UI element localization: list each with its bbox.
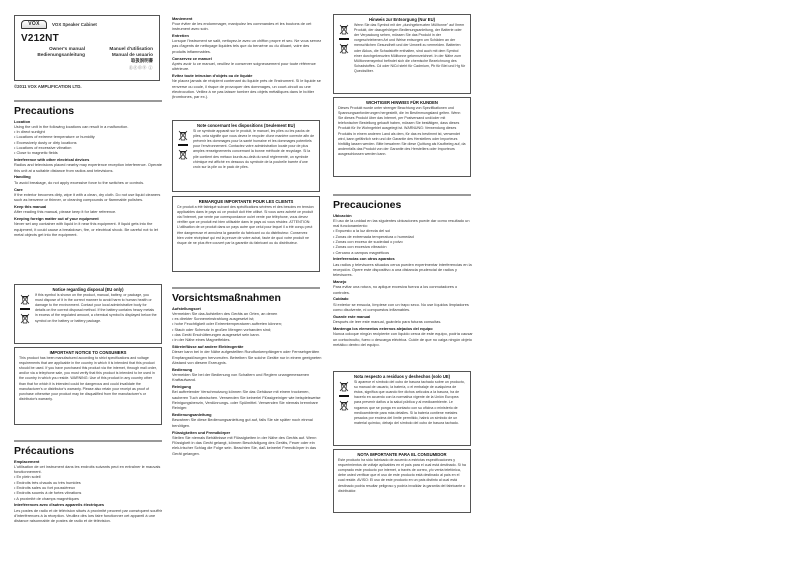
disposal-notice-fr [172,120,320,192]
notice-title: Note concernant les dispositions (Seulement EU) [197,123,295,128]
notice-title: NOTA IMPORTANTE PARA EL CONSUMIDOR [357,452,447,457]
section-title-en: Precautions [14,100,162,117]
notice-text: This product has been manufactured according to strict specifications and voltage requirements that are applicable in the country in which it is intended that this product should be used. If you have purchased this product via the internet, through mail order, and/or via a telephone sale, you must verify that this product is intended to be used in the country in which you reside. WARNING: Use of this product in any country other than that for which it is intended could be dangerous and could invalidate the manufacturer's or distributor's warranty. Please also retain your receipt as proof of purchase otherwise your product may be disqualified from the manufacturer's or distributor's warranty. [19,356,157,401]
crossed-bin-icon [20,313,30,324]
manual-title-es: Manual de usuario [111,52,153,57]
list-item: • Excessively dusty or dirty locations [14,140,164,145]
list-item: • das Gerät Erschütterungen ausgesetzt sein kann. [172,332,322,337]
aufstellungsort-list [172,316,322,342]
notice-title: Hinweis zur Entsorgung (Nur EU) [368,17,436,22]
heading: Entretien [172,32,189,38]
list-item: • Locations of extreme temperature or humidity [14,134,164,139]
disposal-notice-es [333,371,471,446]
list-item: • hohe Feuchtigkeit oder Extremtemperaturen auftreten können; [172,321,322,326]
list-item: • Staub oder Schmutz in großen Mengen vorhanden sind; [172,327,322,332]
paragraph: Bei auftretender Verschmutzung können Sie das Gehäuse mit einem trockenen, sauberen Tuch abwischen. Verwenden Sie keinerlei Flüssigreiniger wie beispielsweise Reinigungsbenzin, Verdünnungs- oder Spülmittel. Verwenden Sie niemals brennbare Reiniger. [172,389,321,411]
paragraph: Para evitar una rotura, no aplique excesiva fuerza a los conmutadores o controles. [333,284,458,295]
english-precautions [14,117,164,237]
notice-title: Notice regarding disposal (EU only) [52,287,124,292]
list-item: • Close to magnetic fields [14,150,164,155]
paragraph: El uso de la unidad en las siguientes ubicaciones puede dar como resultado un mal funcionamiento: [333,217,470,229]
notice-title: REMARQUE IMPORTANTE POUR LES CLIENTS [198,199,294,204]
paragraph: Using the unit in the following locations can result in a malfunction. [14,123,129,129]
bar-icon [20,308,30,310]
german-precautions [172,304,322,456]
heading: Keep this manual [14,203,47,209]
model-name: V212NT [21,33,59,44]
section-title-es: Precauciones [333,194,471,211]
bar-icon [339,395,349,397]
notice-title: WICHTIGER HINWEIS FÜR KUNDEN [366,100,438,105]
heading: Care [14,186,23,192]
paragraph: Radios and televisions placed nearby may experience reception interference. Operate this unit at a suitable distance from radios and televisions. [14,162,162,173]
french-precautions [14,457,164,524]
paragraph: Never set any container with liquid in it near this equipment. If liquid gets into the equipment, it could cause a breakdown, fire, or electrical shock. Be careful not to let metal objects get into the equipment. [14,221,159,237]
heading: Emplacement [14,458,40,464]
disposal-notice-en [14,284,162,344]
ubicacion-list [333,228,473,254]
crossed-bin-icon [339,381,349,392]
heading: Evitez toute intrusion d'objets ou de liquide [172,72,253,78]
heading: Conservez ce manuel [172,55,212,61]
manual-titles [21,46,153,57]
heading: Mantenga los elementos externos alejados del equipo [333,325,433,331]
vox-logo: VOX [21,20,47,29]
notice-text: Ce produit a été fabriqué suivant des spécifications sévères et des besoins en tension applicables dans le pays où ce produit doit être utilisé. Si vous avez acheté ce produit via l'internet, par vente par correspondance ou/et vente par téléphone, vous devez vérifier que ce produit est bien utilisable dans le pays où vous résidez. ATTENTION: L'utilisation de ce produit dans un pays autre que celui pour lequel il a été conçu peut être dangereuse et annulera la garantie du fabricant ou du distributeur. Conservez bien votre récépissé qui est la preuve de votre achat, faute de quoi votre produit ne risque de ne plus être couvert par la garantie du fabricant ou du distributeur. [177,205,314,245]
paragraph: Dieser kann bei in der Nähe aufgestellten Rundfunkempfängern oder Fernsehgeräten Empfangsstörungen hervorrufen. Betreiben Sie solche Geräte nur in einem geeigneten Abstand von diesem Erzeugnis. [172,349,322,365]
notice-title: Nota respecto a residuos y deshechos (solo UE) [353,374,451,379]
list-item: • es direkter Sonneneinstrahlung ausgesetzt ist; [172,316,322,321]
heading: Cuidado [333,296,349,302]
manual-title-fr: Manuel d'utilisation [109,46,153,51]
paragraph: After reading this manual, please keep it for later reference. [14,209,117,215]
notice-text: Wenn Sie das Symbol mit der „durchgekreuzten Mülltonne" auf Ihrem Produkt, der dazugehörigen Bedienungsanleitung, der Batterie oder der Verpackung sehen, müssen Sie das Produkt in der vorgeschriebenen Art und Weise entsorgen um Schäden an der menschlichen Gesundheit und der Umwelt zu vermeiden. Batterien oder Akkus, die Schadstoffe enthalten, sind auch mit dem Symbol einer durchgekreuzten Mülltonne gekennzeichnet. In der Nähe zum Mülltonnensymbol befindet sich die chemische Bezeichnung des Schadstoffes. Cd oder NiCd steht für Cadmium, Pb für Blei und Hg für Quecksilber. [354,23,466,73]
heading: Bedienungsanleitung [172,412,212,418]
notice-text: Si aparece el símbolo del cubo de basura tachado sobre un producto, su manual de usuario, la batería, o el embalaje de cualquiera de éstos, significa que cuando tire dichos artículos a la basura, ha de hacerlo en acuerdo con la normativa vigente de la Unión Europea para prevenir daños a la salud pública y al medioambiente. Le rogamos que se ponga en contacto con su oficina o ministerio de medioambiente para más detalles. Si la batería contiene metales pesados por encima del límite permitido, habrá un símbolo de un material químico, debajo del símbolo del cubo de basura tachado. [354,380,465,425]
product-line: VOX Speaker Cabinet [52,22,97,27]
heading: Reinigung [172,384,192,390]
paragraph: Ne placez jamais de récipient contenant du liquide près de l'instrument. Si le liquide se renverse ou coule, il risque de provoquer des dommages, un court-circuit ou une électrocution. Veillez à ne pas laisser tomber des objets métalliques dans le boîtier (trombones, par ex.). [172,78,321,100]
crossed-bin-icon [178,130,188,141]
consumer-notice-en [14,347,162,425]
paragraph: Si exterior se ensucia, límpiese con un trapo seco. No use líquidos limpiadores como disolvente, ni compuestos inflamables. [333,301,469,313]
spanish-precautions [333,211,473,347]
paragraph: Nunca coloque ningún recipiente con líquido cerca de este equipo, podría causar un cortocircuito, fuero o descarga eléctrica. Cuide de que no caiga ningún objeto metálico dentro del equipo. [333,331,473,347]
list-item: • in der Nähe eines Magnetfeldes. [172,337,322,342]
section-title-fr: Précautions [14,440,162,457]
crossed-bin-icon [339,24,349,35]
list-item: • Endroits soumis à de fortes vibrations [14,490,164,495]
location-list [14,129,164,155]
heading: Interférences avec d'autres appareils électriques [14,502,105,508]
heading: Aufstellungsort [172,305,201,311]
crossed-bin-icon [339,400,349,411]
bar-icon [339,38,349,40]
list-item: • En plein soleil [14,474,164,479]
paragraph: Las radios y televisores situados cerca pueden experimentar interferencias en la recepción. Opere este dispositivo a una distancia prudencial de radios y televisores. [333,261,472,278]
disposal-notice-de [333,14,471,94]
paragraph: L'utilisation de cet instrument dans les endroits suivants peut en entraîner le mauvais fonctionnement. [14,463,161,475]
list-item: • Locations of excessive vibration [14,145,164,150]
notice-text: Este producto ha sido fabricado de acuerdo a estrictas especificaciones y requerimientos de voltaje aplicables en el país para el cual está destinado. Si ha comprado este producto por internet, a través de correo, y/o venta telefónica, debe usted verificar que el uso de este producto está destinado al país en el cual reside. AVISO: El uso de este producto en un país distinto al cual está destinado podría resultar peligroso y podría invalidar la garantía del fabricante o distribuidor. [338,458,466,493]
paragraph: To avoid breakage, do not apply excessive force to the switches or controls. [14,179,145,185]
heading: Flüssigkeiten und Fremdkörper [172,429,231,435]
paragraph: Pour éviter de les endommager, manipulez les commandes et les boutons de cet instrument avec soin. [172,20,312,32]
notice-text: Dieses Produkt wurde unter strenger Beachtung von Spezifikationen und Spannungsanforderungen hergestellt, die im Bestimmungsland gelten. Wenn Sie dieses Produkt über das Internet, per Postversand und/oder mit telefonischer Bestellung gekauft haben, müssen Sie bestätigen, dass dieses Produkt für Ihr Wohngebiet ausgelegt ist. WARNUNG: Verwendung dieses Produkts in einem anderen Land als dem, für das es bestimmt ist, verwendet wird, kann gefährlich sein und die Garantie des Herstellers oder Importeurs hinfällig lassen werden. Bitte bewahren Sie diese Quittung als Kaufbeleg auf, da andernfalls das Produkt von der Garantie des Herstellers oder Importeurs ausgeschlossen werden kann. [338,106,466,156]
paragraph: If the exterior becomes dirty, wipe it with a clean, dry cloth. Do not use liquid cleaners such as benzene or thinner, or cleaning compounds or flammable polishes. [14,191,161,203]
list-item: • Cercano a campos magnéticos [333,250,473,255]
language-marks: ⒺⒻⒼⓈ ⓙ [128,65,153,70]
paragraph: Les postes de radio et de télévision situés à proximité peuvent par conséquent souffrir d'interférences à la réception. Veuillez dès lors faire fonctionner cet appareil à une distance raisonnable de postes de radio et de télévision. [14,507,163,524]
heading: Location [14,118,31,124]
heading: Störeinflüsse auf andere Elektrogeräte [172,344,244,350]
heading: Maniement [172,15,193,21]
paragraph: Bewahren Sie diese Bedienungsanleitung gut auf, falls Sie sie später noch einmal benötigen. [172,417,313,428]
paragraph: Stellen Sie niemals Behältnisse mit Flüssigkeiten in der Nähe des Geräts auf. Wenn Flüssigkeit in das Gerät gelangt, können Beschädigung des Geräts, Feuer oder ein elek-trischer Schlag die Folge sein. Beachten Sie, daß keinerlei Fremdkörper in das Gerät gelangen. [172,434,317,456]
list-item: • Zonas con exceso de suciedad o polvo [333,239,473,244]
bar-icon [178,144,188,146]
heading: Handling [14,174,31,180]
manual-title-en: Owner's manual [48,46,85,51]
list-item: • A proximité de champs magnétiques [14,496,164,501]
crossed-bin-icon [20,294,30,305]
consumer-notice-de [333,97,471,177]
list-item: • In direct sunlight [14,129,164,134]
manual-title-de: Bedienungsanleitung [37,52,85,57]
manual-title-jp: 取扱説明書 [131,58,153,63]
consumer-notice-fr [172,196,320,272]
notice-text: If this symbol is shown on the product, manual, battery, or package, you must dispose of it in the correct manner to avoid harm to human health or damage to the environment. Contact your local administrative body for details on the correct disposal method. If the battery contains heavy metals in excess of the regulated amount, a chemical symbol is displayed below the symbol on the battery or battery package. [35,293,157,323]
product-title-box [14,15,160,81]
list-item: • Zonas de extremada temperatura o humedad [333,234,473,239]
notice-text: Si ce symbole apparait sur le produit, le manuel, les piles ou les packs de piles, cela signifie que vous devez le recycler d'une manière correcte afin de prévenir les dommages pour la santé humaine et les dommages potentiels pour l'environnement. Contactez votre administration locale pour de plus amples renseignements concernant la bonne méthode de recyclage. Si la pile contient des métaux lourds au-delà du seuil réglementé, un symbole chimique est affiché en dessous du symbole de la poubelle barrée d'une croix sur la pile ou le pack de piles. [193,129,315,169]
list-item: • Zonas con excesiva vibración [333,244,473,249]
crossed-bin-icon [339,43,349,54]
heading: Guarde este manual [333,313,371,319]
list-item: • Endroits très chauds ou très humides [14,480,164,485]
list-item: • Endroits sales ou fort poussiéreux [14,485,164,490]
heading: Interference with other electrical devices [14,157,90,163]
french-precautions-cont [172,14,322,99]
consumer-notice-es [333,449,471,513]
paragraph: Vermeiden Sie bei der Bedienung von Schaltern und Reglern unangemessenen Kraftaufwand. [172,372,310,383]
heading: Keeping foreign matter out of your equipment [14,216,99,222]
heading: Ubicación [333,212,352,218]
paragraph: Lorsque l'instrument se salit, nettoyez-le avec un chiffon propre et sec. Ne vous servez pas d'agents de nettoyage liquides tels que du benzène ou du diluant, voire des produits inflammables. [172,38,322,54]
paragraph: Après avoir lu ce manuel, veuillez le conserver soigneusement pour toute référence ultérieure. [172,60,316,72]
copyright: ©2011 VOX AMPLIFICATION LTD. [14,84,82,89]
crossed-bin-icon [178,149,188,160]
paragraph: Vermeiden Sie das Aufstellen des Geräts an Orten, an denen [172,310,278,316]
emplacement-list [14,474,164,500]
notice-title: IMPORTANT NOTICE TO CONSUMERS [49,350,127,355]
section-title-de: Vorsichtsmaßnahmen [172,287,320,304]
list-item: • Expuesto a la luz directa del sol [333,228,473,233]
heading: Interferencias con otros aparatos [333,256,395,262]
heading: Manejo [333,279,347,285]
heading: Bedienung [172,366,193,372]
paragraph: Después de leer este manual, guárdelo para futuras consultas. [333,319,442,325]
